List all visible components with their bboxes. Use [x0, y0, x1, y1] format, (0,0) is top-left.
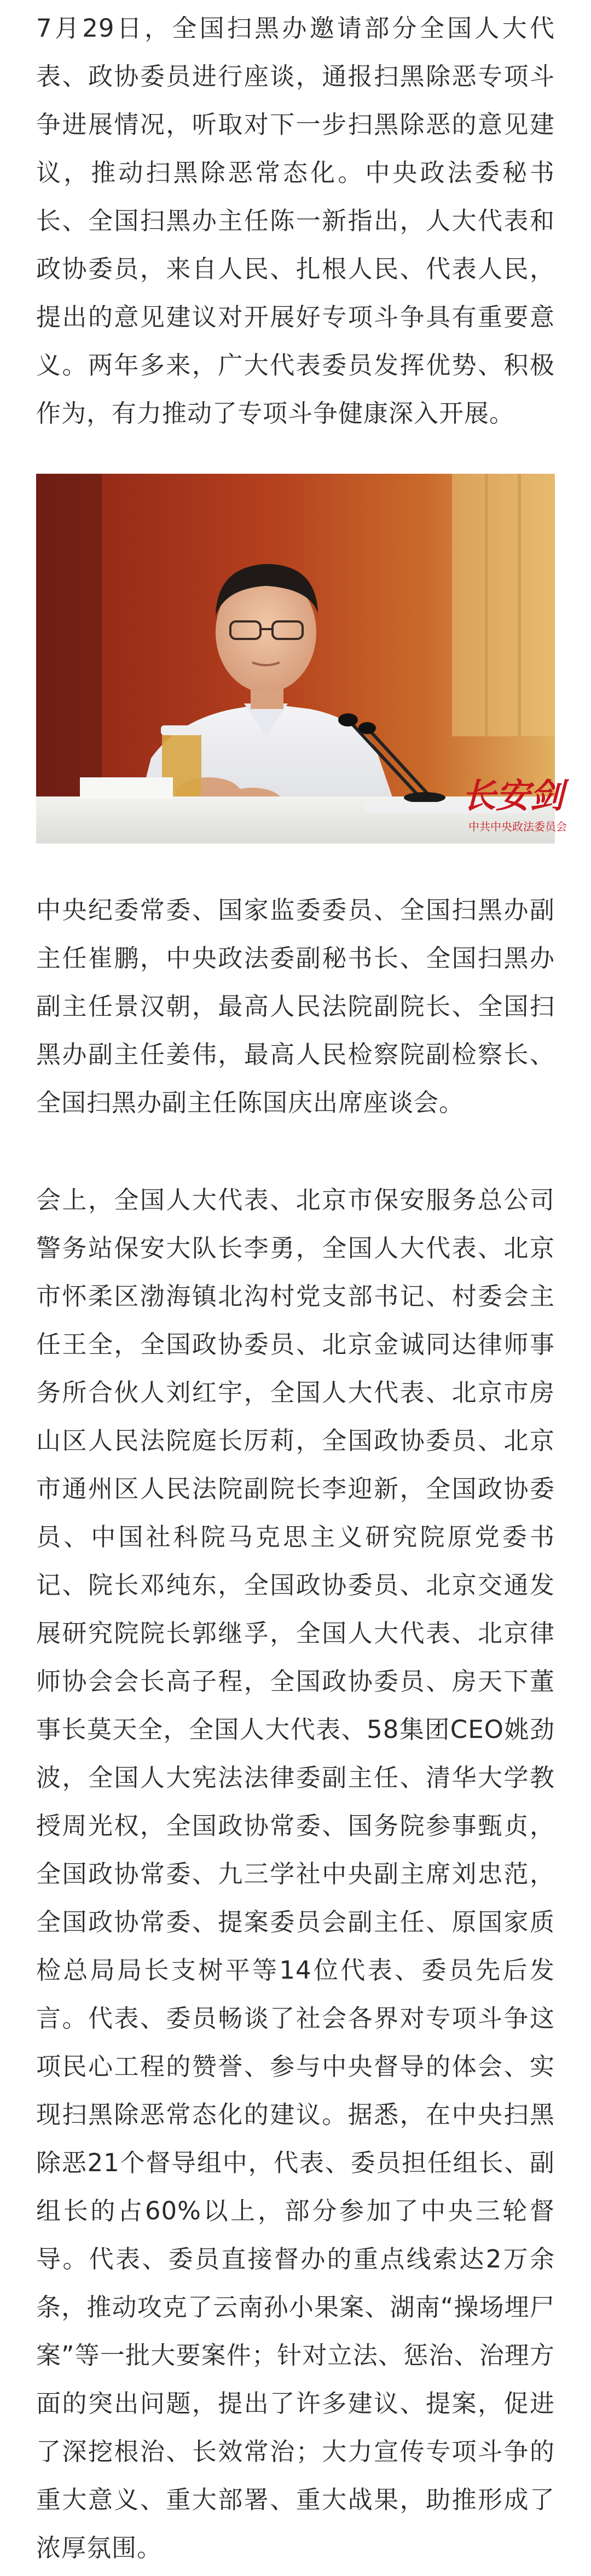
article-paragraph-intro: 7月29日，全国扫黑办邀请部分全国人大代表、政协委员进行座谈，通报扫黑除恶专项斗争进展情况，听取对下一步扫黑除恶的意见建议，推动扫黑除恶常态化。中央政法委秘书长、全国扫黑办主任陈一新指出，人大代表和政协委员，来自人民、扎根人民、代表人民，提出的意见建议对开展好专项斗争具有重要意义。两年多来，广大代表委员发挥优势、积极作为，有力推动了专项斗争健康深入开展。 [36, 14, 555, 428]
svg-text:中共中央政法委员会: 中共中央政法委员会 [468, 820, 567, 833]
article-paragraph-attendees: 中央纪委常委、国家监委委员、全国扫黑办副主任崔鹏，中央政法委副秘书长、全国扫黑办副主任景汉朝，最高人民法院副院长、全国扫黑办副主任姜伟，最高人民检察院副检察长、全国扫黑办副主任陈国庆出席座谈会。 [36, 896, 555, 1117]
watermark-logo [462, 776, 570, 833]
article-paragraph-speakers: 会上，全国人大代表、北京市保安服务总公司警务站保安大队长李勇，全国人大代表、北京市怀柔区渤海镇北沟村党支部书记、村委会主任王全，全国政协委员、北京金诚同达律师事务所合伙人刘红宇，全国人大代表、北京市房山区人民法院庭长厉莉，全国政协委员、北京市通州区人民法院副院长李迎新，全国政协委员、中国社科院马克思主义研究院原党委书记、院长邓纯东，全国政协委员、北京交通发展研究院院长郭继孚，全国人大代表、北京律师协会会长高子程，全国政协委员、房天下董事长莫天全，全国人大代表、58集团CEO姚劲波，全国人大宪法法律委副主任、清华大学教授周光权，全国政协常委、国务院参事甄贞，全国政协常委、九三学社中央副主席刘忠范，全国政协常委、提案委员会副主任、原国家质检总局局长支树平等14位代表、委员先后发言。代表、委员畅谈了社会各界对专项斗争这项民心工程的赞誉、参与中央督导的体会、实现扫黑除恶常态化的建议。据悉，在中央扫黑除恶21个督导组中，代表、委员担任组长、副组长的占60%以上，部分参加了中央三轮督导。代表、委员直接督办的重点线索达2万余条，推动攻克了云南孙小果案、湖南“操场埋尸案”等一批大要案件；针对立法、惩治、治理方面的突出问题，提出了许多建议、提案，促进了深挖根治、长效常治；大力宣传专项斗争的重大意义、重大部署、重大战果，助推形成了浓厚氛围。 [36, 1185, 555, 2562]
meeting-photo [36, 474, 567, 844]
svg-text:长安剑: 长安剑 [462, 776, 564, 816]
